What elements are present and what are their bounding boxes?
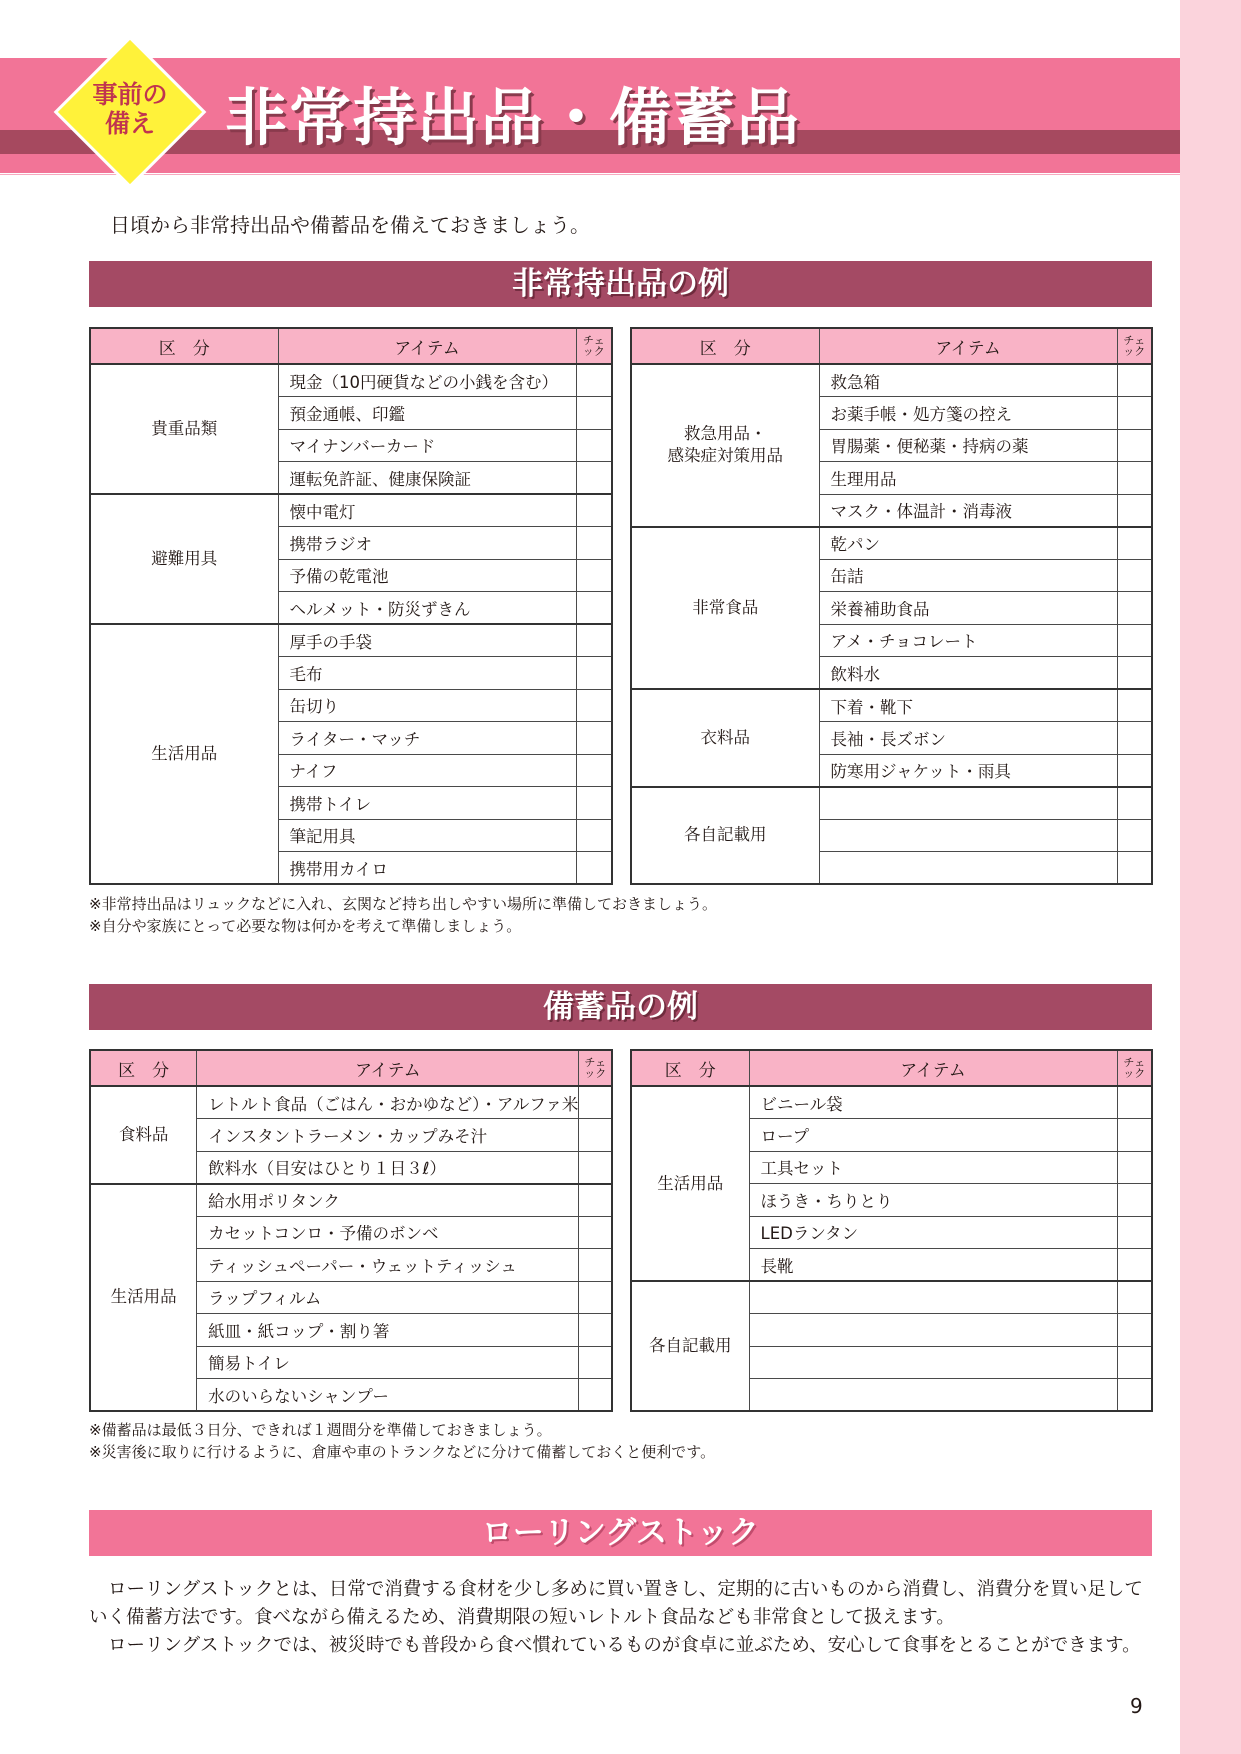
checkbox-cell[interactable] [1117, 689, 1152, 722]
item-cell: ラップフィルム [197, 1281, 579, 1314]
checkbox-cell[interactable] [1117, 754, 1152, 787]
checkbox-cell[interactable] [1117, 657, 1152, 690]
item-cell: インスタントラーメン・カップみそ汁 [197, 1119, 579, 1152]
check-header-line: ック [584, 1067, 607, 1080]
item-cell-blank[interactable] [749, 1379, 1117, 1412]
checkbox-cell[interactable] [1117, 1151, 1152, 1184]
checkbox-cell[interactable] [576, 819, 612, 852]
item-cell: 工具セット [749, 1151, 1117, 1184]
item-cell: 携帯用カイロ [278, 852, 576, 885]
table-group [90, 494, 612, 624]
check-header-line: チェ [1123, 1056, 1146, 1069]
side-strip [1180, 0, 1241, 1754]
check-header-line: ック [1123, 1067, 1146, 1080]
item-cell-blank[interactable] [749, 1281, 1117, 1314]
checkbox-cell[interactable] [1117, 1086, 1152, 1119]
check-header-line: チェ [584, 1056, 607, 1069]
checkbox-cell[interactable] [576, 722, 612, 755]
checkbox-cell[interactable] [1117, 722, 1152, 755]
column-header-category: 区 分 [90, 1050, 197, 1086]
checkbox-cell[interactable] [1117, 624, 1152, 657]
item-cell: ほうき・ちりとり [749, 1184, 1117, 1217]
checkbox-cell[interactable] [579, 1379, 612, 1412]
item-cell: マスク・体温計・消毒液 [819, 494, 1117, 527]
checkbox-cell[interactable] [576, 852, 612, 885]
note: ※備蓄品は最低３日分、できれば１週間分を準備しておきましょう。 [89, 1421, 552, 1439]
table-row [631, 689, 1152, 722]
column-header-category: 区 分 [631, 328, 819, 364]
checkbox-cell[interactable] [576, 494, 612, 527]
column-header-check [1117, 328, 1152, 364]
checkbox-cell[interactable] [1117, 1216, 1152, 1249]
category-cell: 生活用品 [631, 1086, 749, 1281]
item-cell: アメ・チョコレート [819, 624, 1117, 657]
checkbox-cell[interactable] [579, 1314, 612, 1347]
column-header-item: アイテム [749, 1050, 1117, 1086]
checkbox-cell[interactable] [579, 1346, 612, 1379]
check-header-line: ック [582, 345, 605, 358]
checkbox-cell[interactable] [1117, 1281, 1152, 1314]
table-row [90, 364, 612, 397]
checkbox-cell[interactable] [576, 787, 612, 820]
checkbox-cell[interactable] [579, 1249, 612, 1282]
checkbox-cell[interactable] [1117, 1314, 1152, 1347]
category-cell: 各自記載用 [631, 1281, 749, 1411]
table-row [631, 527, 1152, 560]
item-cell: ヘルメット・防災ずきん [278, 592, 576, 625]
checkbox-cell[interactable] [576, 527, 612, 560]
emergency-table-left [89, 327, 613, 885]
table-row [90, 624, 612, 657]
table-row [90, 1184, 612, 1217]
checkbox-cell[interactable] [576, 364, 612, 397]
table-group [90, 1184, 612, 1412]
item-cell: 飲料水 [819, 657, 1117, 690]
checkbox-cell[interactable] [1117, 397, 1152, 430]
checkbox-cell[interactable] [1117, 1119, 1152, 1152]
checkbox-cell[interactable] [576, 657, 612, 690]
item-cell: 缶切り [278, 689, 576, 722]
item-cell: ライター・マッチ [278, 722, 576, 755]
checkbox-cell[interactable] [1117, 1184, 1152, 1217]
page-title: 非常持出品・備蓄品 [225, 81, 802, 154]
checkbox-cell[interactable] [1117, 1249, 1152, 1282]
checkbox-cell[interactable] [1117, 364, 1152, 397]
table-header-row [631, 328, 1152, 364]
item-cell: ロープ [749, 1119, 1117, 1152]
checkbox-cell[interactable] [579, 1119, 612, 1152]
badge [58, 40, 202, 184]
category-cell [631, 364, 819, 527]
item-cell: 懐中電灯 [278, 494, 576, 527]
checkbox-cell[interactable] [1117, 592, 1152, 625]
checkbox-cell[interactable] [1117, 852, 1152, 885]
item-cell: お薬手帳・処方箋の控え [819, 397, 1117, 430]
table-row [631, 1281, 1152, 1314]
item-cell: 携帯ラジオ [278, 527, 576, 560]
checkbox-cell[interactable] [576, 429, 612, 462]
checkbox-cell[interactable] [579, 1184, 612, 1217]
checkbox-cell[interactable] [579, 1086, 612, 1119]
item-cell-blank[interactable] [819, 819, 1117, 852]
paragraph: ローリングストックでは、被災時でも普段から食べ慣れているものが食卓に並ぶため、安心して食事をとることができます。 [108, 1635, 1141, 1656]
item-cell: 現金（10円硬貨などの小銭を含む） [278, 364, 576, 397]
intro-text: 日頃から非常持出品や備蓄品を備えておきましょう。 [110, 213, 590, 237]
item-cell: 予備の乾電池 [278, 559, 576, 592]
checkbox-cell[interactable] [579, 1151, 612, 1184]
item-cell: 厚手の手袋 [278, 624, 576, 657]
item-cell: ビニール袋 [749, 1086, 1117, 1119]
table-row [90, 1086, 612, 1119]
checkbox-cell[interactable] [579, 1216, 612, 1249]
checkbox-cell[interactable] [1117, 494, 1152, 527]
check-header-line: チェ [582, 334, 605, 347]
item-cell: 運転免許証、健康保険証 [278, 462, 576, 495]
table-group [90, 364, 612, 494]
table-group [631, 787, 1152, 885]
checkbox-cell[interactable] [1117, 462, 1152, 495]
item-cell: 飲料水（目安はひとり１日３ℓ） [197, 1151, 579, 1184]
item-cell: 携帯トイレ [278, 787, 576, 820]
note: ※災害後に取りに行けるように、倉庫や車のトランクなどに分けて備蓄しておくと便利です。 [89, 1443, 716, 1461]
section-title-emergency: 非常持出品の例 [89, 261, 1152, 307]
category-cell: 食料品 [90, 1086, 197, 1184]
category-cell: 各自記載用 [631, 787, 819, 885]
item-cell: 長靴 [749, 1249, 1117, 1282]
table-group [631, 364, 1152, 527]
column-header-item: アイテム [819, 328, 1117, 364]
column-header-check [576, 328, 612, 364]
item-cell: 簡易トイレ [197, 1346, 579, 1379]
category-cell: 避難用具 [90, 494, 278, 624]
item-cell: 紙皿・紙コップ・割り箸 [197, 1314, 579, 1347]
category-line: 救急用品・ [684, 424, 767, 444]
checkbox-cell[interactable] [1117, 429, 1152, 462]
column-header-category: 区 分 [90, 328, 278, 364]
table-group [631, 689, 1152, 787]
item-cell-blank[interactable] [749, 1346, 1117, 1379]
item-cell: LEDランタン [749, 1216, 1117, 1249]
category-cell: 貴重品類 [90, 364, 278, 494]
rolling-stock-text [89, 1576, 1152, 1660]
item-cell: 救急箱 [819, 364, 1117, 397]
item-cell: 預金通帳、印鑑 [278, 397, 576, 430]
checkbox-cell[interactable] [576, 462, 612, 495]
item-cell: 長袖・長ズボン [819, 722, 1117, 755]
table-row [90, 494, 612, 527]
item-cell: ナイフ [278, 754, 576, 787]
checkbox-cell[interactable] [1117, 1346, 1152, 1379]
table-header-row [90, 1050, 612, 1086]
column-header-item: アイテム [197, 1050, 579, 1086]
table-group [90, 624, 612, 884]
item-cell: 防寒用ジャケット・雨具 [819, 754, 1117, 787]
item-cell: 給水用ポリタンク [197, 1184, 579, 1217]
check-header-line: チェ [1123, 334, 1146, 347]
item-cell: 缶詰 [819, 559, 1117, 592]
table-group [631, 1281, 1152, 1411]
item-cell: 筆記用具 [278, 819, 576, 852]
table-row [631, 364, 1152, 397]
category-line: 感染症対策用品 [667, 446, 783, 466]
checkbox-cell[interactable] [576, 397, 612, 430]
table-row [631, 787, 1152, 820]
badge-line: 事前の [92, 80, 168, 109]
checkbox-cell[interactable] [576, 689, 612, 722]
column-header-check [579, 1050, 612, 1086]
checkbox-cell[interactable] [576, 559, 612, 592]
checkbox-cell[interactable] [576, 624, 612, 657]
table-header-row [90, 328, 612, 364]
item-cell-blank[interactable] [819, 852, 1117, 885]
item-cell: 乾パン [819, 527, 1117, 560]
item-cell: 栄養補助食品 [819, 592, 1117, 625]
checkbox-cell[interactable] [1117, 1379, 1152, 1412]
item-cell: カセットコンロ・予備のボンベ [197, 1216, 579, 1249]
item-cell: ティッシュペーパー・ウェットティッシュ [197, 1249, 579, 1282]
category-cell: 衣料品 [631, 689, 819, 787]
item-cell: 下着・靴下 [819, 689, 1117, 722]
category-cell: 非常食品 [631, 527, 819, 690]
section-title-rolling-stock: ローリングストック [89, 1510, 1152, 1556]
checkbox-cell[interactable] [579, 1281, 612, 1314]
check-header-line: ック [1123, 345, 1146, 358]
item-cell-blank[interactable] [819, 787, 1117, 820]
checkbox-cell[interactable] [576, 754, 612, 787]
section-title-stockpile: 備蓄品の例 [89, 984, 1152, 1030]
badge-label [58, 80, 202, 138]
category-cell: 生活用品 [90, 624, 278, 884]
category-cell: 生活用品 [90, 1184, 197, 1412]
stockpile-table-left [89, 1049, 613, 1412]
item-cell: マイナンバーカード [278, 429, 576, 462]
table-header-row [631, 1050, 1152, 1086]
badge-line: 備え [104, 109, 155, 138]
item-cell: 生理用品 [819, 462, 1117, 495]
stockpile-table-right [630, 1049, 1153, 1412]
note: ※自分や家族にとって必要な物は何かを考えて準備しましょう。 [89, 917, 522, 935]
table-group [631, 527, 1152, 690]
item-cell-blank[interactable] [749, 1314, 1117, 1347]
table-row [631, 1086, 1152, 1119]
table-group [90, 1086, 612, 1184]
checkbox-cell[interactable] [576, 592, 612, 625]
page-number: 9 [1130, 1694, 1143, 1718]
checkbox-cell[interactable] [1117, 527, 1152, 560]
note: ※非常持出品はリュックなどに入れ、玄関など持ち出しやすい場所に準備しておきましょう。 [89, 895, 718, 913]
item-cell: 水のいらないシャンプー [197, 1379, 579, 1412]
emergency-table-right [630, 327, 1153, 885]
checkbox-cell[interactable] [1117, 819, 1152, 852]
item-cell: 胃腸薬・便秘薬・持病の薬 [819, 429, 1117, 462]
checkbox-cell[interactable] [1117, 559, 1152, 592]
item-cell: 毛布 [278, 657, 576, 690]
table-group [631, 1086, 1152, 1281]
column-header-category: 区 分 [631, 1050, 749, 1086]
checkbox-cell[interactable] [1117, 787, 1152, 820]
paragraph: ローリングストックとは、日常で消費する食材を少し多めに買い置きし、定期的に古いものから消費し、消費分を買い足していく備蓄方法です。食べながら備えるため、消費期限の短いレトルト食品なども非常食として扱えます。 [89, 1579, 1143, 1628]
column-header-check [1117, 1050, 1152, 1086]
item-cell: レトルト食品（ごはん・おかゆなど）・アルファ米 [197, 1086, 579, 1119]
column-header-item: アイテム [278, 328, 576, 364]
